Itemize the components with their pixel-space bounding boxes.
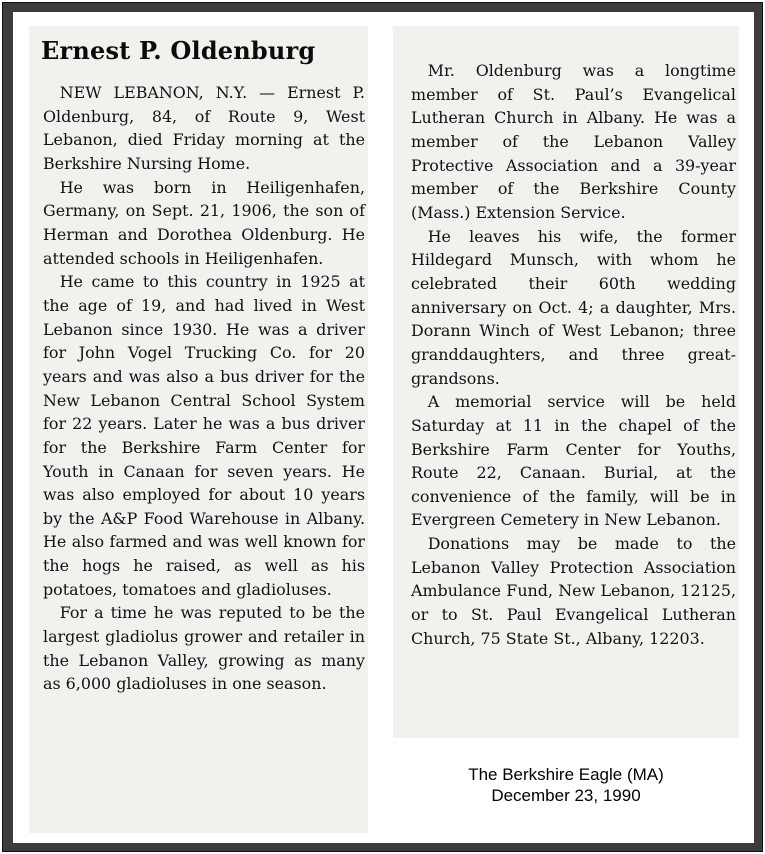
right-column-text (411, 59, 736, 650)
frame-mat (13, 12, 754, 843)
paragraph: For a time he was reputed to be the largest gladiolus grower and retailer in the Lebanon Valley, growing as many as 6,000 gladioluses in one season. (43, 603, 365, 694)
picture-frame (2, 2, 763, 852)
paragraph: Mr. Oldenburg was a longtime member of St. Paul’s Evangelical Lutheran Church in Albany. He was a member of the Lebanon Valley Protective Association and a 39-year member of the Berkshire County (Mass.) Extension Service. (411, 61, 736, 222)
source-caption (393, 764, 739, 806)
clipping-right-column (393, 26, 739, 738)
source-date: December 23, 1990 (491, 786, 641, 805)
paragraph: He leaves his wife, the former Hildegard Munsch, with whom he celebrated their 60th wedding anniversary on Oct. 4; a daughter, Mrs. Dorann Winch of West Lebanon; three granddaughters, and three great-grandsons. (411, 226, 736, 388)
left-column-text (43, 81, 365, 696)
paragraph: He came to this country in 1925 at the age of 19, and had lived in West Lebanon since 1930. He was a driver for John Vogel Trucking Co. for 20 years and was also a bus driver for the New Lebanon Central School System for 22 years. Later he was a bus driver for the Berkshire Farm Center for Youth in Canaan for seven years. He was also employed for about 10 years by the A&P Food Warehouse in Albany. He also farmed and was well known for the hogs he raised, as well as his potatoes, tomatoes and gladioluses. (43, 272, 365, 599)
paragraph: NEW LEBANON, N.Y. — Ernest P. Oldenburg, 84, of Route 9, West Lebanon, died Friday morning at the Berkshire Nursing Home. (43, 83, 365, 173)
paragraph: A memorial service will be held Saturday at 11 in the chapel of the Berkshire Farm Center for Youths, Route 22, Canaan. Burial, at the convenience of the family, will be in Evergreen Cemetery in New Lebanon. (411, 392, 736, 530)
clipping-left-column (29, 26, 368, 833)
paragraph: Donations may be made to the Lebanon Valley Protection Association Ambulance Fund, New Lebanon, 12125, or to St. Paul Evangelical Lutheran Church, 75 State St., Albany, 12203. (411, 534, 736, 648)
source-publication: The Berkshire Eagle (MA) (468, 765, 664, 784)
paragraph: He was born in Heiligenhafen, Germany, on Sept. 21, 1906, the son of Herman and Dorothea Oldenburg. He attended schools in Heiligenhafen. (43, 177, 365, 268)
obituary-headline: Ernest P. Oldenburg (41, 36, 316, 65)
